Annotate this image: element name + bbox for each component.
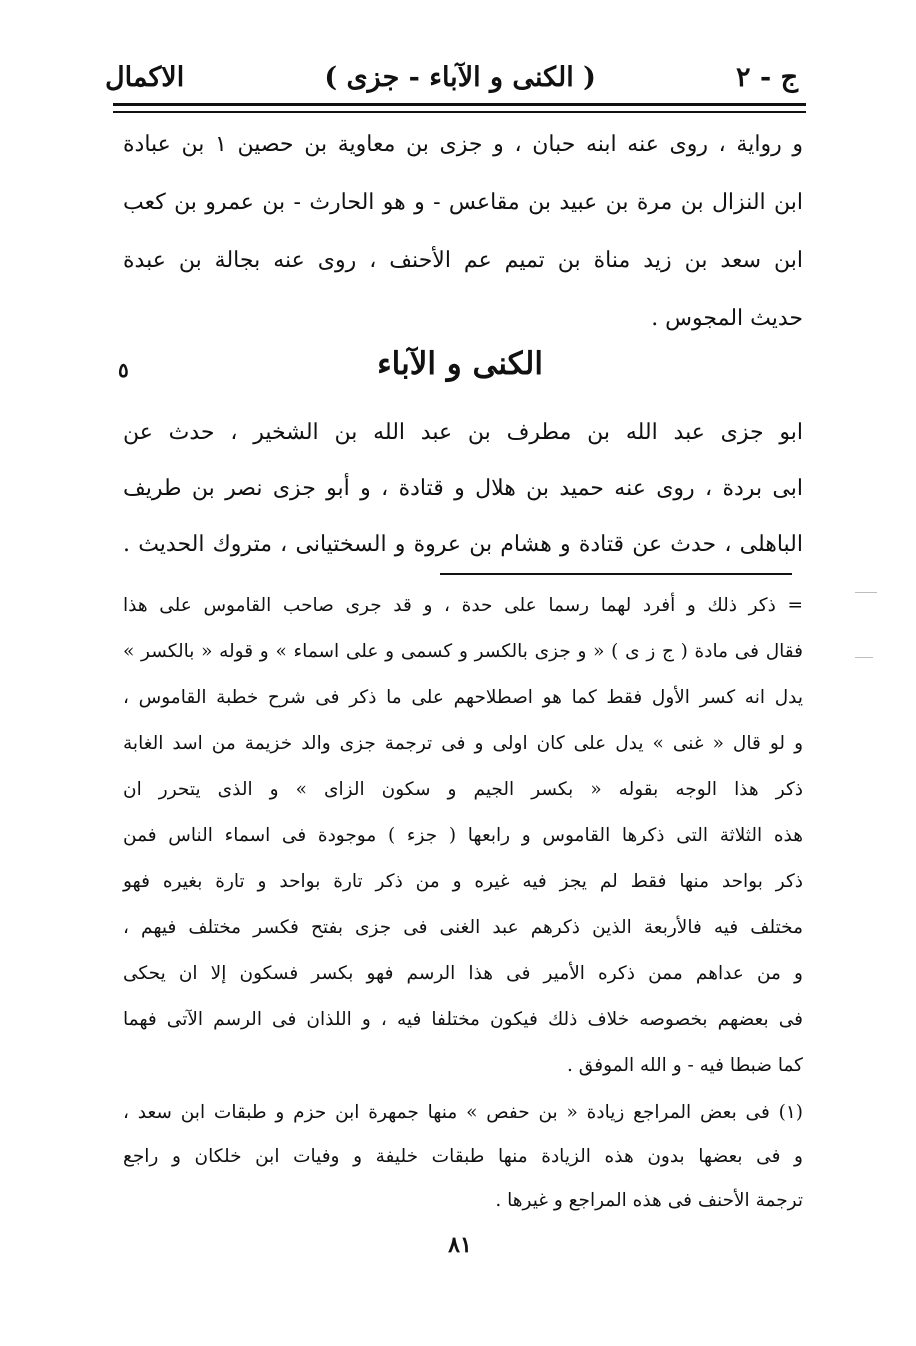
- header-rule-thin: [113, 111, 806, 113]
- note-line: فقال فى مادة ( ج ز ى ) « و جزى بالكسر و كسمى و على اسماء » و قوله « بالكسر »: [123, 641, 803, 662]
- text-line: ابو جزى عبد الله بن مطرف بن عبد الله بن الشخير ، حدث عن: [123, 420, 803, 445]
- note-line: فى بعضهم بخصوصه خلاف ذلك فيكون مختلفا فيه ، و اللذان فى الرسم الآتى فهما: [123, 1009, 803, 1030]
- note-line: ذكر هذا الوجه بقوله « بكسر الجيم و سكون الزاى » و الذى يتحرر ان: [123, 779, 803, 800]
- note-line: مختلف فيه فالأربعة الذين ذكرهم عبد الغنى فى جزى بفتح فكسر مختلف فيهم ،: [123, 917, 803, 938]
- note-line: هذه الثلاثة التى ذكرها القاموس و رابعها ( جزء ) موجودة فى اسماء الناس فمن: [123, 825, 803, 846]
- text-line: ابى بردة ، روى عنه حميد بن هلال و قتادة ، و أبو جزى نصر بن طريف: [123, 476, 803, 501]
- note-line: و من عداهم ممن ذكره الأمير فى هذا الرسم فهو بكسر فسكون إلا ان يحكى: [123, 963, 803, 984]
- footnote-rule: [440, 573, 792, 575]
- text-line: الباهلى ، حدث عن قتادة و هشام بن عروة و السختيانى ، متروك الحديث .: [123, 532, 803, 557]
- note-line: = ذكر ذلك و أفرد لهما رسما على حدة ، و قد جرى صاحب القاموس على هذا: [123, 595, 803, 616]
- text-line: ابن سعد بن زيد مناة بن تميم عم الأحنف ، روى عنه بجالة بن عبدة: [123, 248, 803, 273]
- note-line: كما ضبطا فيه - و الله الموفق .: [567, 1055, 803, 1076]
- scan-mark: [855, 657, 873, 658]
- note-line: و لو قال « غنى » يدل على كان اولى و فى ترجمة جزى والد خزيمة من اسد الغابة: [123, 733, 803, 754]
- footnote-line: ترجمة الأحنف فى هذه المراجع و غيرها .: [495, 1190, 803, 1211]
- section-title: الكنى و الآباء: [377, 346, 543, 382]
- header-rule-thick: [113, 103, 806, 106]
- running-header: [105, 52, 798, 102]
- text-line: حديث المجوس .: [651, 306, 803, 331]
- text-line: ابن النزال بن مرة بن عبيد بن مقاعس - و هو الحارث - بن عمرو بن كعب: [123, 190, 803, 215]
- header-book: الاكمال: [105, 61, 185, 93]
- text-line: و رواية ، روى عنه ابنه حبان ، و جزى بن معاوية بن حصين ١ بن عبادة: [123, 132, 803, 157]
- footnote-line: (١) فى بعض المراجع زيادة « بن حفص » منها جمهرة ابن حزم و طبقات ابن سعد ،: [123, 1102, 803, 1123]
- note-line: ذكر بواحد منها فقط لم يجز فيه غيره و من ذكر تارة بواحد و تارة بغيره فهو: [123, 871, 803, 892]
- line-number: ٥: [118, 358, 129, 382]
- header-section: ( الكنى و الآباء - جزى ): [324, 61, 596, 93]
- page-number: ٨١: [448, 1232, 472, 1258]
- scan-mark: [855, 592, 877, 593]
- note-line: يدل انه كسر الأول فقط كما هو اصطلاحهم على ما ذكر فى شرح خطبة القاموس ،: [123, 687, 803, 708]
- header-volume: ج - ٢: [736, 61, 798, 93]
- footnote-line: و فى بعضها بدون هذه الزيادة منها طبقات خليفة و وفيات ابن خلكان و راجع: [123, 1146, 803, 1167]
